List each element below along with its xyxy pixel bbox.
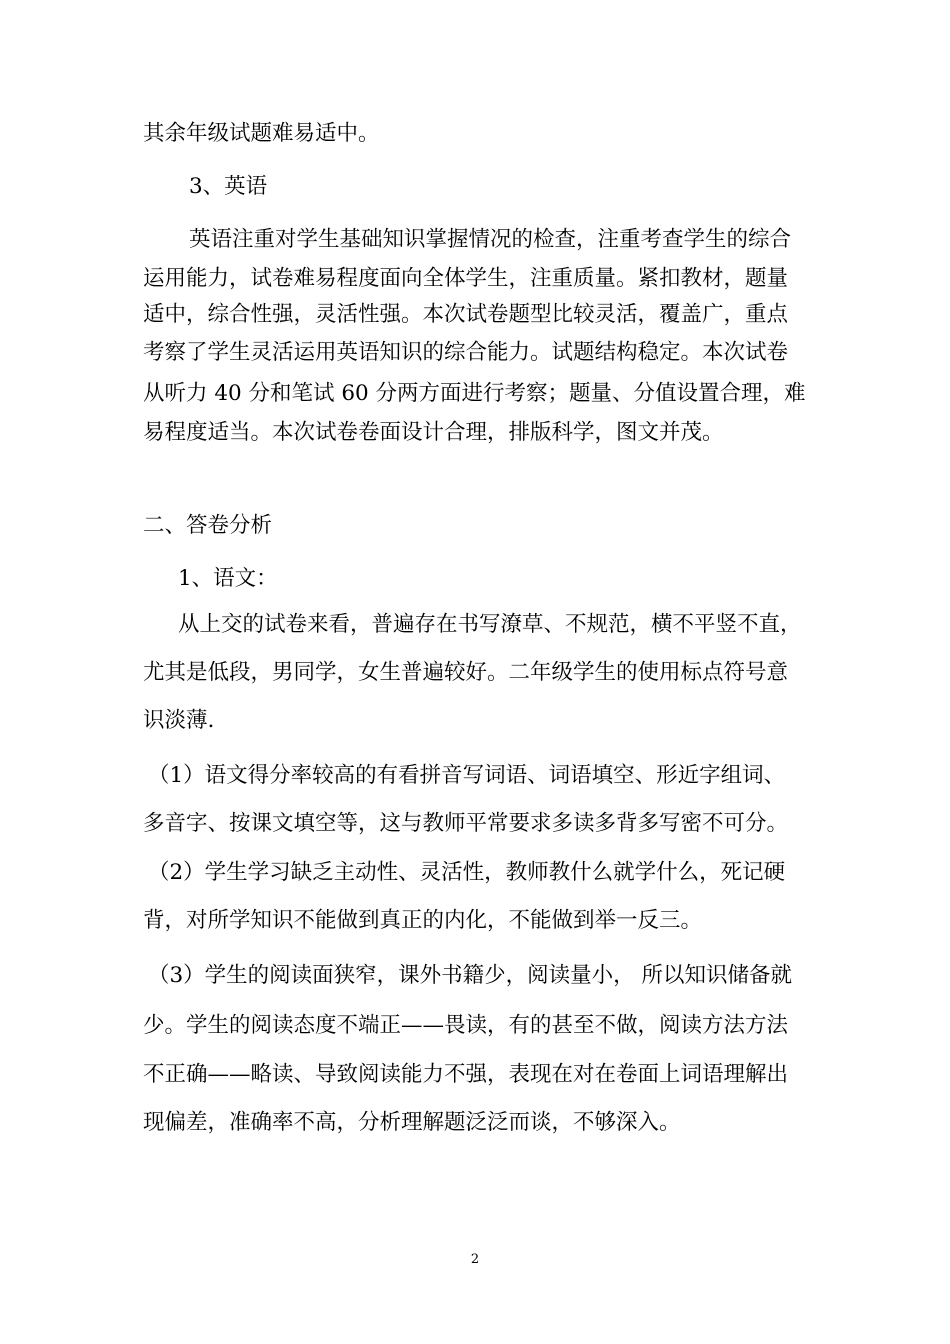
list-item-line: 现偏差，准确率不高，分析理解题泛泛而谈，不够深入。 <box>143 1110 681 1135</box>
list-item-line: （3）学生的阅读面狭窄，课外书籍少，阅读量小， 所以知识储备就 <box>148 963 793 988</box>
paragraph-line: 运用能力，试卷难易程度面向全体学生，注重质量。紧扣教材，题量 <box>143 266 789 291</box>
page-number: 2 <box>470 1252 480 1267</box>
list-item-line: 多音字、按课文填空等，这与教师平常要求多读多背多写密不可分。 <box>143 811 789 836</box>
section-heading: 二、答卷分析 <box>143 513 273 538</box>
paragraph-line: 易程度适当。本次试卷卷面设计合理，排版科学，图文并茂。 <box>143 420 724 445</box>
text-line: 其余年级试题难易适中。 <box>143 121 380 146</box>
section-heading: 3、英语 <box>189 174 268 199</box>
list-item-line: 背，对所学知识不能做到真正的内化，不能做到举一反三。 <box>143 908 703 933</box>
list-item-line: （1）语文得分率较高的有看拼音写词语、词语填空、形近字组词、 <box>148 763 786 788</box>
paragraph-line: 英语注重对学生基础知识掌握情况的检查，注重考查学生的综合 <box>189 227 792 252</box>
paragraph-line: 识淡薄. <box>143 708 215 733</box>
list-item-line: 少。学生的阅读态度不端正——畏读，有的甚至不做，阅读方法方法 <box>143 1013 789 1038</box>
list-item-line: （2）学生学习缺乏主动性、灵活性，教师教什么就学什么，死记硬 <box>148 860 786 885</box>
subsection-heading: 1、语文： <box>178 566 278 591</box>
paragraph-line: 适中，综合性强，灵活性强。本次试卷题型比较灵活，覆盖广，重点 <box>143 302 789 327</box>
paragraph-line: 尤其是低段，男同学，女生普遍较好。二年级学生的使用标点符号意 <box>143 660 789 685</box>
paragraph-line: 考察了学生灵活运用英语知识的综合能力。试题结构稳定。本次试卷 <box>143 340 789 365</box>
list-item-line: 不正确——略读、导致阅读能力不强，表现在对在卷面上词语理解出 <box>143 1062 789 1087</box>
paragraph-line: 从上交的试卷来看，普遍存在书写潦草、不规范，横不平竖不直， <box>178 612 802 637</box>
paragraph-line: 从听力 40 分和笔试 60 分两方面进行考察；题量、分值设置合理，难 <box>143 381 806 406</box>
